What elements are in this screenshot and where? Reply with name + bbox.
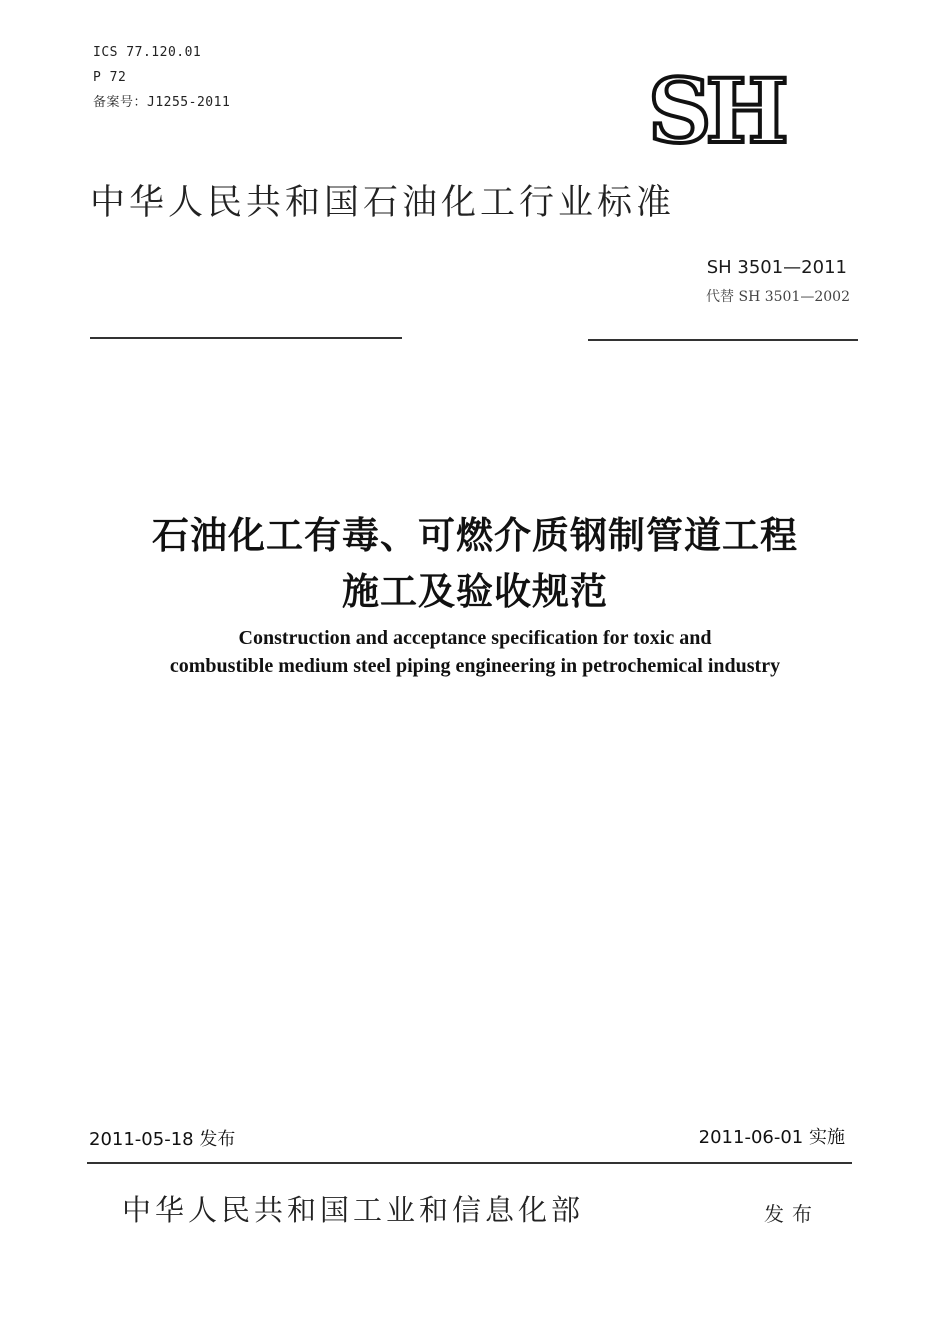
ics-code: ICS 77.120.01 (93, 45, 202, 60)
implement-date: 2011-06-01 实施 (698, 1127, 845, 1148)
footer-rule (87, 1162, 852, 1164)
header-rule-left (90, 337, 402, 339)
document-title-zh-line2: 施工及验收规范 (342, 570, 608, 613)
document-title-en-line1: Construction and acceptance specification for toxic and (238, 627, 712, 649)
classification-block (93, 40, 230, 115)
standard-code: SH 3501—2011 (706, 257, 847, 278)
record-number: 备案号：J1255-2011 (93, 95, 231, 110)
document-title-en-line2: combustible medium steel piping engineering in petrochemical industry (169, 655, 781, 677)
sh-logo: SH (648, 59, 783, 163)
issuing-authority: 中华人民共和国工业和信息化部 (122, 1193, 585, 1227)
document-title-zh-line1: 石油化工有毒、可燃介质钢制管道工程 (152, 514, 798, 557)
issue-label: 发布 (764, 1202, 820, 1226)
category-code: P 72 (93, 70, 127, 85)
publish-date: 2011-05-18 发布 (89, 1129, 236, 1150)
standard-type-title: 中华人民共和国石油化工行业标准 (90, 183, 676, 223)
replaces-code: 代替 SH 3501—2002 (706, 289, 850, 305)
header-rule-right (588, 339, 858, 341)
